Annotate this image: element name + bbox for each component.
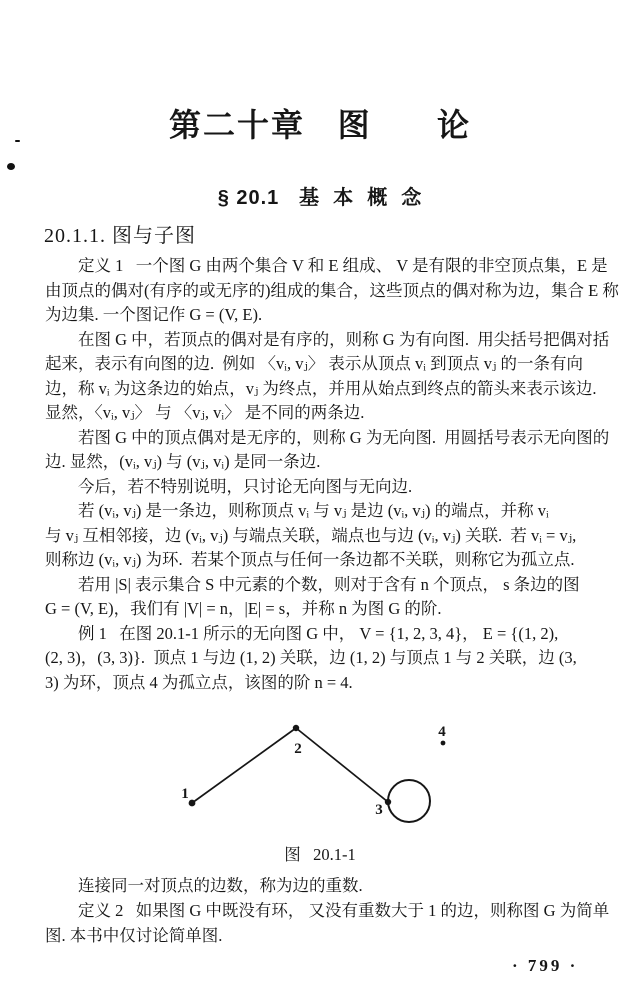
text-line: 在图 G 中，若顶点的偶对是有序的，则称 G 为有向图. 用尖括号把偶对括 xyxy=(78,329,610,349)
text-line: 例 1 在图 20.1-1 所示的无向图 G 中， V = {1, 2, 3, 4}， E = {(1, 2), xyxy=(78,623,559,643)
body-text xyxy=(45,254,619,695)
edge-1-2 xyxy=(192,728,296,803)
vertex-label-2: 2 xyxy=(294,741,302,757)
vertex-label-1: 1 xyxy=(181,786,189,802)
text-line: 若 (vᵢ, vⱼ) 是一条边，则称顶点 vᵢ 与 vⱼ 是边 (vᵢ, vⱼ) 的端点，并称 vᵢ xyxy=(78,501,549,520)
text-line: 显然，〈vᵢ, vⱼ〉 与 〈vⱼ, vᵢ〉 是不同的两条边. xyxy=(45,403,365,422)
text-line: 连接同一对顶点的边数，称为边的重数. xyxy=(78,876,363,895)
vertex-dot-4 xyxy=(441,741,446,746)
text-line: 今后，若不特别说明，只讨论无向图与无向边. xyxy=(78,476,413,496)
subsection-title: 20.1.1. 图与子图 xyxy=(44,225,196,247)
text-line: 若图 G 中的顶点偶对是无序的，则称 G 为无向图. 用圆括号表示无向图的 xyxy=(78,427,610,447)
text-line: G = (V, E)，我们有 |V| = n，|E| = s，并称 n 为图 G 的阶. xyxy=(45,599,442,618)
loop-edge-3-3 xyxy=(388,780,430,822)
text-line: 若用 |S| 表示集合 S 中元素的个数，则对于含有 n 个顶点， s 条边的图 xyxy=(78,574,580,594)
section-title: § 20.1 基 本 概 念 xyxy=(217,187,423,209)
text-line: 3) 为环，顶点 4 为孤立点，该图的阶 n = 4. xyxy=(45,672,353,692)
bottom-text xyxy=(45,873,610,948)
page-number: · 799 · xyxy=(512,956,579,975)
ink-speck xyxy=(7,163,15,170)
vertex-dot-1 xyxy=(189,800,196,807)
text-line: 由顶点的偶对(有序的或无序的)组成的集合，这些顶点的偶对称为边，集合 E 称 xyxy=(45,280,619,300)
chapter-title: 第二十章 图 论 xyxy=(168,107,472,143)
text-line: 则称边 (vᵢ, vⱼ) 为环. 若某个顶点与任何一条边都不关联，则称它为孤立点. xyxy=(45,550,575,569)
text-line: 起来，表示有向图的边. 例如 〈vᵢ, vⱼ〉 表示从顶点 vᵢ 到顶点 vⱼ 的一条有向 xyxy=(45,354,583,373)
vertex-dot-2 xyxy=(293,725,299,731)
text-line: 与 vⱼ 互相邻接，边 (vᵢ, vⱼ) 与端点关联，端点也与边 (vᵢ, vⱼ) 关联. 若 vᵢ = vⱼ, xyxy=(45,525,577,545)
text-line: 图. 本书中仅讨论简单图. xyxy=(45,926,223,945)
figure-caption: 图 20.1-1 xyxy=(284,845,356,864)
graph-figure xyxy=(148,712,483,840)
text-line: (2, 3)，(3, 3)}. 顶点 1 与边 (1, 2) 关联，边 (1, 2) 与顶点 1 与 2 关联，边 (3, xyxy=(45,648,577,667)
text-line: 为边集. 一个图记作 G = (V, E). xyxy=(45,305,263,324)
text-line: 定义 1 一个图 G 由两个集合 V 和 E 组成、 V 是有限的非空顶点集，E 是 xyxy=(78,256,608,275)
vertex-label-4: 4 xyxy=(438,724,446,740)
text-line: 边. 显然，(vᵢ, vⱼ) 与 (vⱼ, vᵢ) 是同一条边. xyxy=(45,452,321,471)
text-line: 定义 2 如果图 G 中既没有环， 又没有重数大于 1 的边，则称图 G 为简单 xyxy=(78,901,610,920)
text-line: 边，称 vᵢ 为这条边的始点，vⱼ 为终点，并用从始点到终点的箭头来表示该边. xyxy=(45,378,597,398)
vertex-label-3: 3 xyxy=(375,802,383,818)
edge-2-3 xyxy=(296,728,388,802)
vertex-dot-3 xyxy=(385,799,391,805)
